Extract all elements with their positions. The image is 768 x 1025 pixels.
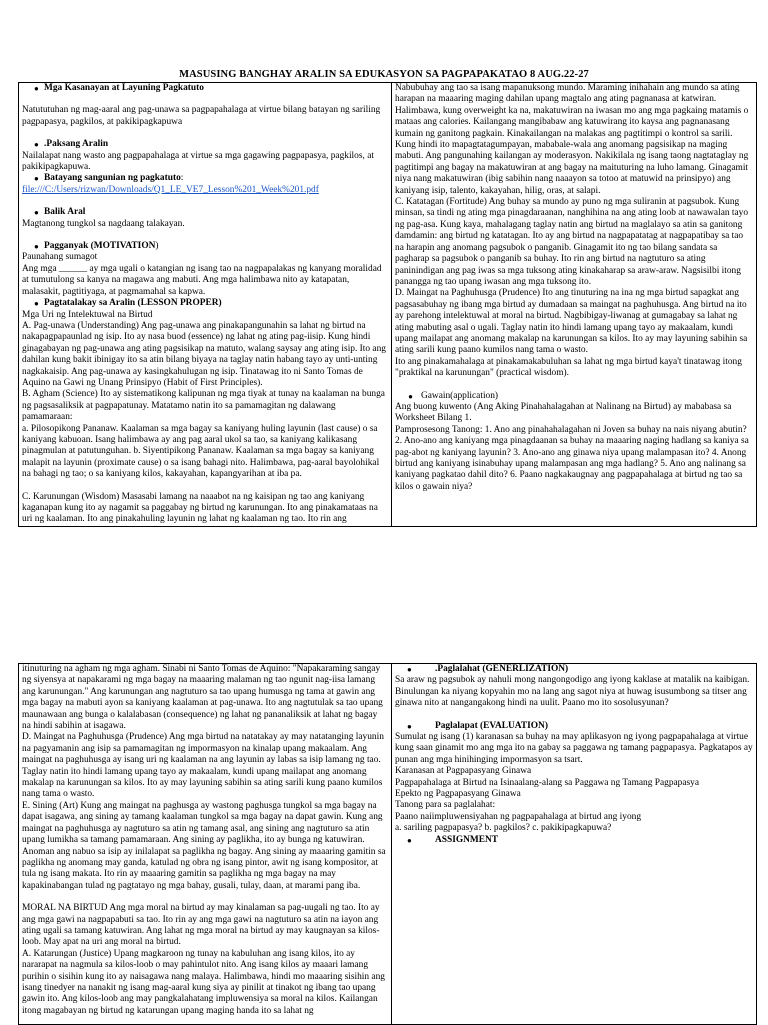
left-column [19, 83, 392, 527]
lesson-plan-table-page1 [18, 82, 757, 527]
karunungan-text: C. Karunungan (Wisdom) Masasabi lamang na naaabot na ng kaisipan ng tao ang kaniyang kaganapan kung ito ay nagamit sa paggabay ng birtud ng karunungan. Ito ang pinakamataas na uri ng kaalaman. Ito ang pinakahuling layunin ng lahat ng kaalaman ng tao. Ito rin ang [22, 491, 378, 525]
section-heading: Paglalapat (EVALUATION) [435, 720, 548, 731]
bullet-icon: ● [34, 140, 39, 150]
right-column [392, 664, 757, 1025]
continued-line: itinuturing na agham ng mga agham. Sinabi ni Santo Tomas de Aquino: "Napakaraming sangay ng siyensya at napakarami ng mga bagay na maaaring malaman ng tao ngunit nag-iisa lamang ang karunungan." Ang karunungan ang nagtuturo sa tao upang humusga ng tama at gawin ang mga bagay na mabuti ayon sa kaniyang kaalaman at pag-unawa. Ito ang nagtutulak sa tao upang maunawaan ang bunga o kalalabasan (consequence) ng lahat ng pananaliksik at lahat ng bagay na hindi sabihin at isagawa. [22, 664, 383, 732]
lesson-line: Mga Uri ng Intelektuwal na Birtud [22, 309, 153, 320]
section-paglalapat [395, 721, 753, 732]
section-balik-aral [22, 207, 388, 218]
paglalahat-text: Sa araw ng pagsubok ay nahuli mong nangongodigo ang iyong kaklase at matalik na kaibigan. Binulungan ka niyang kopyahin mo na lang ang sagot niya at huwag isusumbong sa titser ang ginawa nito at nangangakong hindi na uulit. Paano mo ito sosolusyunan? [395, 675, 750, 709]
section-heading: .Paksang Aralin [44, 139, 109, 150]
lesson-line: A. Pag-unawa (Understanding) Ang pag-unawa ang pinakapangunahin sa lahat ng birtud na nakapagpapaunlad ng isip. Ito ay nasa buod (essence) ng lahat ng ating pag-iisip. Kung hindi ginagabayan ng pag-unawa ang ating pagsisikap na matuto, walang saysay ang ating isip. Ito ang dahilan kung bakit ibinigay ito sa atin bilang biyaya na taglay natin habang tayo ay unti-unting nagkakaisip. Ang pag-unawa ay kasingkahulugan ng isip. Tinatawag ito ni Santo Tomas de Aquino na Gawi ng Unang Prinsipyo (Habit of First Principles). [22, 320, 386, 388]
section-assignment [395, 835, 753, 846]
section-paglalahat [395, 664, 753, 675]
right-line: D. Maingat na Paghuhusga (Prudence) Ito ang tinuturing na ina ng mga birtud sapagkat ang pagsasabuhay ng ibang mga birtud ay dumadaan sa maingat na paghuhusga. Ang birtud na ito ay parehong intelektuwal at moral na birtud. Nagbibigay-liwanag at gumagabay sa lahat ng ating mabuting asal o ugali. Taglay natin ito hindi lamang upang tayo ay makaalam, kundi upang mailapat ang anomang makalap na karunungan sa kilos. Ito ay may layuning sabihin sa ating sarili kung paano kumilos nang tama o wasto. [395, 288, 748, 356]
bullet-icon: ● [407, 665, 412, 674]
section-heading: Gawain(application) [421, 390, 499, 401]
section-heading: Pagtatalakay sa Aralin (LESSON PROPER) [44, 298, 222, 309]
paglalapat-line: Karanasan at Pagpapasyang Ginawa [395, 766, 532, 777]
colon-text: : [180, 173, 184, 184]
section-heading: Mga Kasanayan at Layuning Pagkatuto [44, 83, 204, 93]
continued-line: E. Sining (Art) Kung ang maingat na paghusga ay wastong paghusga tungkol sa mga bagay na dapat isagawa, ang sining ay tamang kaalaman tungkol sa mga bagay na dapat gawin. Kung ang maingat na paghuhusga ay nagtuturo sa atin ng tamang asal, ang sining ang nagtuturo sa atin upang lumikha sa tamang pamamaraan. Ang sining ay paglikha, ito ay bunga ng katuwiran. Anoman ang nabuo sa isip ay inilalapat sa paglikha ng bagay. Ang sining ay maaaring gamitin sa paglikha ng anomang may ganda, katulad ng obra ng isang pintor, awit ng isang kompositor, at tula ng isang makata. Ito rin ay maaaring gamitin sa paglikha ng mga bagay na may kapakinabangan tulad ng pagtatayo ng mga bahay, gusali, tulay, daan, at marami pang iba. [22, 800, 386, 891]
bullet-icon: ● [34, 299, 39, 309]
paksang-text: Nailalapat nang wasto ang pagpapahalaga at virtue sa mga gagawing pagpapasya, pagkilos, at pakikipagkapuwa. [22, 150, 374, 173]
document-title: MASUSING BANGHAY ARALIN SA EDUKASYON SA PAGPAPAKATAO 8 AUG.22-27 [179, 69, 589, 80]
moral-line: A. Katarungan (Justice) Upang magkaroon ng tunay na kabuluhan ang isang kilos, ito ay nararapat na nagmula sa kilos-loob o may pahintulot nito. Ang isang kilos ay maaari lamang purihin o sisihin kung ito ay naisagawa nang malaya. Halimbawa, hindi mo maaaring sisihin ang isang tinedyer na nanakit ng isang mag-aaral kung siya ay pinilit at tinakot ng ibang tao upang gawin ito. Ang kilos-loob ang may pangkalahatang impluwensiya sa moral na kilos. Kailangan itong magabayan ng birtud ng katarungan upang maging handa ito sa lahat ng [22, 948, 385, 1016]
bullet-icon: ● [34, 208, 39, 218]
bullet-icon: ● [407, 721, 412, 731]
paglalapat-line: Epekto ng Pagpapasyang Ginawa [395, 789, 521, 800]
pagganyak-line: Paunahang sumagot [22, 252, 98, 263]
section-paksang-aralin [22, 139, 388, 150]
gawain-line: Ang buong kuwento (Ang Aking Pinahahalagahan at Nalinang na Birtud) ay mababasa sa Worksheet Bilang 1. [395, 401, 732, 424]
paglalapat-line: Tanong para sa paglalahat: [395, 800, 496, 811]
continued-line: D. Maingat na Paghuhusga (Prudence) Ang mga birtud na natatakay ay may natatanging layunin na pagyamanin ang isip sa pamamagitan ng impormasyon na kinalap upang makaalam. Ang maingat na paghuhusga ay isang uri ng kaalaman na ang layunin ay labas sa isip lamang ng tao. Taglay natin ito hindi lamang upang tayo ay makaalam, kundi upang mailapat ang anomang makalap na karunungan sa kilos. Ito ay may layuning sabihin sa ating sarili kung paano kumilos nang tama o wasto. [22, 732, 384, 800]
bullet-icon: ● [407, 835, 412, 845]
section-heading: .Paglalahat (GENERLIZATION) [435, 664, 569, 674]
section-pagtatalakay [22, 298, 388, 309]
right-line: Nabubuhay ang tao sa isang mapanuksong mundo. Maraming inihahain ang mundo sa ating harapan na maaaring maging dahilan upang magtalo ang ating pagnanasa at katwiran. Halimbawa, kung overweight ka na, makatuwiran na iwasan mo ang mga pagkaing matamis o mataas ang calories. Kailangang mangibabaw ang katuwirang ito kaysa ang pagnanasang kumain ng ganitong pagkain. Kinakailangan na malakas ang pagtitimpi o kontrol sa sarili. Kung hindi ito mapagtatagumpayan, mababale-wala ang anomang pagsisikap na maging mabuti. Ang pangunahing kailangan ay moderasyon. Nakikilala ng isang taong nagtataglay ng pagtitimpi ang bagay na makatuwiran at ang bagay na maituturing na luho lamang. Ginagamit niya nang makatuwiran (ibig sabihin nang naaayon sa totoo at matuwid na prinsipyo) ang kaniyang isip, talento, kakayahan, hilig, oras, at salapi. [395, 83, 749, 196]
section-pagganyak [22, 241, 388, 252]
moral-line: MORAL NA BIRTUD Ang mga moral na birtud ay may kinalaman sa pag-uugali ng tao. Ito ay ang mga gawi na nagpapabuti sa tao. Ito rin ay ang mga gawi na nagtuturo sa atin na iayon ang ating ugali sa tamang katuwiran. Ang lahat ng mga moral na birtud ay may kaugnayan sa kilos-loob. May apat na uri ang moral na birtud. [22, 903, 380, 948]
bullet-icon: ● [34, 84, 39, 93]
paren-text: ) [155, 241, 159, 252]
lesson-line: a. Pilosopikong Pananaw. Kaalaman sa mga bagay sa kaniyang huling layunin (last cause) o sa kaniyang kabuoan. Isang halimbawa ay ang pag aaral ukol sa tao, sa kaniyang kalikasang pinagmulan at patutunguhan. b. Siyentipikong Pananaw. Kaalaman sa mga bagay sa kaniyang malapit na layunin (proximate cause) o sa isang bahagi nito. Halimbawa, pag-aaral bayolohikal na bahagi ng tao; o sa kaniyang kilos, kakayahan, kapangyarihan at iba pa. [22, 423, 380, 480]
section-heading: Balik Aral [44, 207, 86, 218]
paglalapat-line: a. sariling pagpapasya? b. pagkilos? c. pakikipagkapuwa? [395, 823, 612, 834]
bullet-icon: ● [408, 391, 413, 401]
kasanayan-text: Natututuhan ng mag-aaral ang pag-unawa sa pagpapahalaga at virtue bilang batayan ng sariling pagpapasya, pagkilos, at pakikipagkapuwa [22, 105, 381, 127]
section-gawain [395, 391, 753, 402]
bullet-icon: ● [34, 174, 39, 184]
paglalapat-line: Paano naiimpluwensiyahan ng pagpapahalaga at birtud ang iyong [395, 811, 642, 822]
section-kasanayan [22, 83, 388, 94]
section-heading: Pagganyak (MOTIVATION [44, 241, 156, 252]
reference-link[interactable]: file:///C:/Users/rizwan/Downloads/Q1_LE_VE7_Lesson%201_Week%201.pdf [22, 184, 319, 195]
section-batayang [22, 173, 388, 184]
lesson-plan-table-page2 [18, 663, 757, 1025]
left-column [19, 664, 392, 1025]
paglalapat-line: Sumulat ng isang (1) karanasan sa buhay na may aplikasyon ng iyong pagpapahalaga at virtue kung saan ginamit mo ang mga ito na gabay sa paggawa ng tamang pagpapasya. Pagkatapos ay punan ang mga hinihinging impormasyon sa tsart. [395, 732, 753, 765]
pagganyak-line: Ang mga ______ ay mga ugali o katangian ng isang tao na nagpapalakas ng kanyang moralidad at tumutulong sa kanya na magawa ang mabuti. Ang mga halimbawa nito ay katapatan, malasakit, pagtitiyaga, at pagmamahal sa kapwa. [22, 263, 382, 297]
paglalapat-line: Pagpapahalaga at Birtud na Isinaalang-alang sa Paggawa ng Tamang Pagpapasya [395, 777, 700, 788]
right-column [392, 83, 757, 527]
balik-text: Magtanong tungkol sa nagdaang talakayan. [22, 218, 185, 229]
bullet-icon: ● [34, 242, 39, 252]
section-heading: ASSIGNMENT [435, 834, 499, 845]
gawain-line: Pamprosesong Tanong: 1. Ano ang pinahahalagahan ni Joven sa buhay na nais niyang abutin? 2. Ano-ano ang kaniyang mga pinagdaanan sa buhay na maaaring naging hadlang sa kaniya sa pag-abot ng kaniyang layunin? 3. Ano-ano ang ginawa niya upang malampasan ito? 4. Anong birtud ang kaniyang isinabuhay upang malampasan ang mga hadlang? 5. Ano ang nalinang sa kaniyang pagkatao dahil dito? 6. Paano nagkakaugnay ang pagpapahalaga at birtud ng tao sa kilos o gawain niya? [395, 424, 749, 492]
right-line: Ito ang pinakamahalaga at pinakamakabuluhan sa lahat ng mga birtud kaya't tinatawag itong "praktikal na karunungan" (practical wisdom). [395, 356, 742, 379]
right-line: C. Katatagan (Fortitude) Ang buhay sa mundo ay puno ng mga suliranin at pagsubok. Kung minsan, sa tindi ng ating mga pinagdaraanan, nanghihina na ang ating loob at nawawalan tayo ng pag-asa. Kung kaya, mahalagang taglay natin ang birtud na maglalayo sa atin sa ganitong damdamin: ang birtud ng katatagan. Ito ay ang birtud na nagpapatatag at nagpapatibay sa tao na harapin ang anomang pagsubok o panganib. Ginagamit ito ng tao bilang sandata sa pagharap sa pagsubok o panganib sa buhay. Ito rin ang birtud na nagtuturo sa ating paninindigan ang pag iwas sa mga tuksong ating kinakaharap sa araw-araw. Nagsisilbi itong panangga ng tao upang iwasan ang mga tuksong ito. [395, 197, 749, 287]
lesson-line: B. Agham (Science) Ito ay sistematikong kalipunan ng mga tiyak at tunay na kaalaman na bunga ng pagsasaliksik at pagpapatunay. Matatamo natin ito sa pamamagitan ng dalawang pamamaraan: [22, 389, 385, 423]
section-heading: Batayang sangunian ng pagkatuto [44, 173, 181, 184]
